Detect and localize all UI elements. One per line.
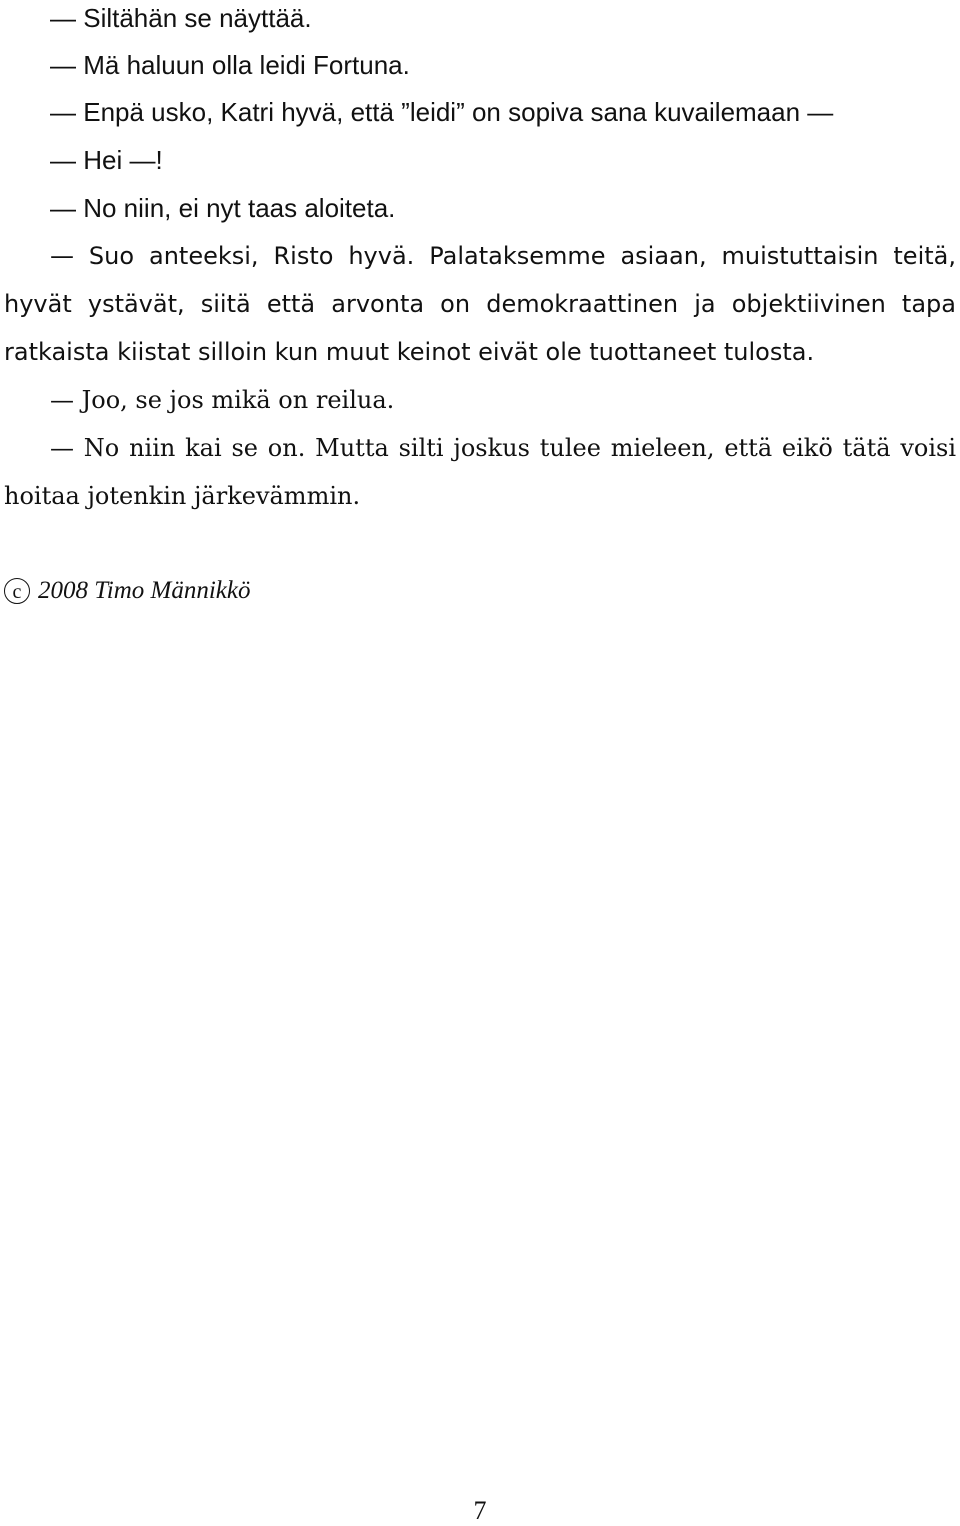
- dialogue-line-4: — Hei —!: [50, 145, 163, 175]
- dialogue-line-8: ratkaista kiistat silloin kun muut keinot eivät ole tuottaneet tulosta.: [4, 338, 815, 366]
- dialogue-line-6: — Suo anteeksi, Risto hyvä. Palataksemme asiaan, muistuttaisin teitä,: [50, 242, 956, 270]
- dialogue-line-11: hoitaa jotenkin järkevämmin.: [4, 482, 361, 510]
- dialogue-line-7: hyvät ystävät, siitä että arvonta on demokraattinen ja objektiivinen tapa: [4, 290, 956, 318]
- dialogue-line-1: — Siltähän se näyttää.: [50, 3, 312, 33]
- dialogue-line-10: — No niin kai se on. Mutta silti joskus tulee mieleen, että eikö tätä voisi: [50, 434, 956, 462]
- page-number: 7: [473, 1496, 487, 1525]
- dialogue-line-5: — No niin, ei nyt taas aloiteta.: [50, 193, 396, 223]
- dialogue-line-2: — Mä haluun olla leidi Fortuna.: [50, 50, 410, 80]
- dialogue-line-9: — Joo, se jos mikä on reilua.: [50, 386, 395, 414]
- copyright-text: 2008 Timo Männikkö: [38, 577, 251, 604]
- copyright-notice: [4, 576, 251, 606]
- dialogue-line-3: — Enpä usko, Katri hyvä, että ”leidi” on sopiva sana kuvailemaan —: [50, 97, 834, 127]
- copyright-icon: c: [4, 578, 30, 604]
